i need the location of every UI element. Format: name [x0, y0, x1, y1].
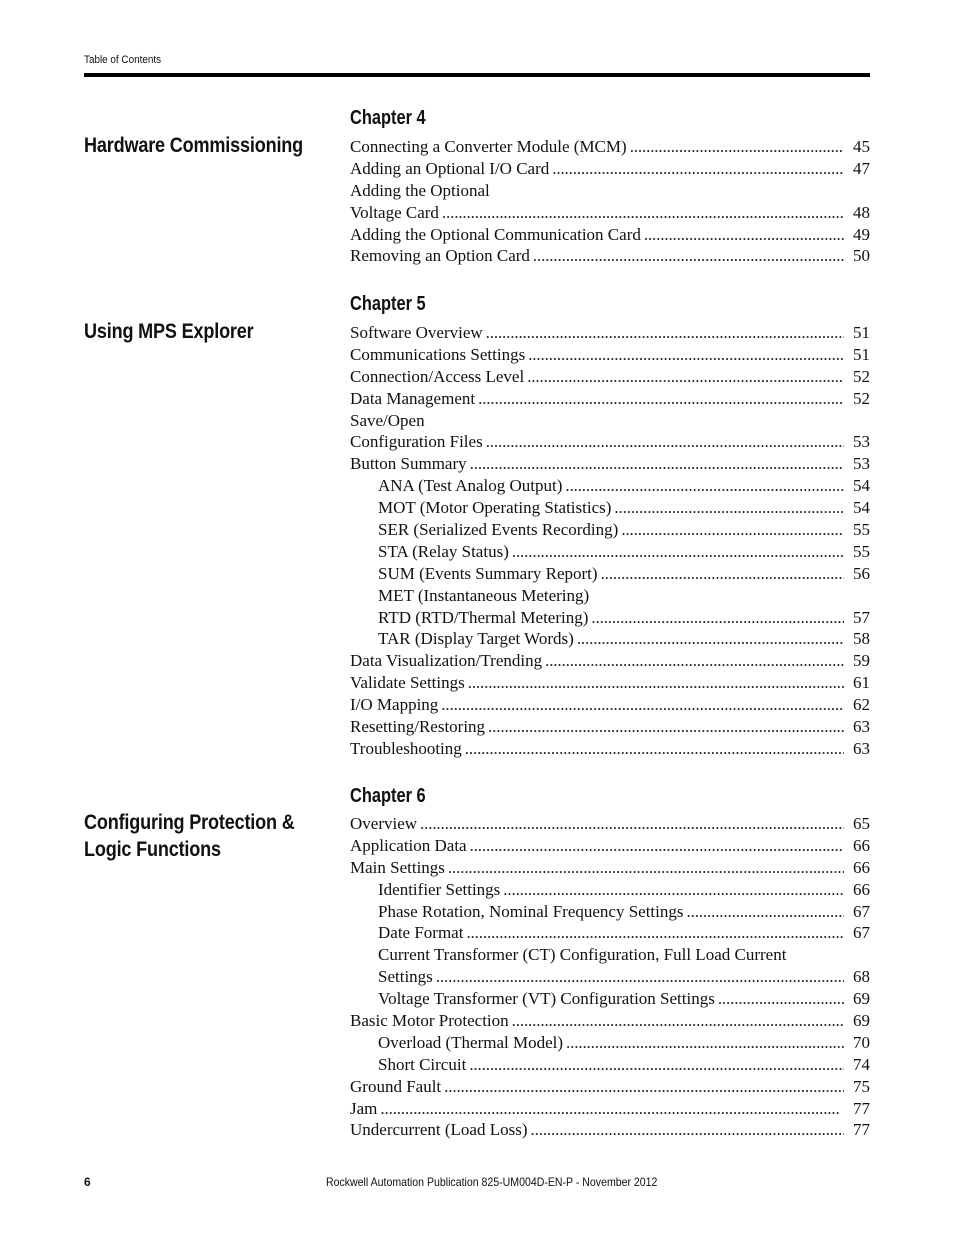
toc-entry[interactable]: [350, 585, 870, 607]
toc-entry-title: MOT (Motor Operating Statistics): [378, 498, 612, 518]
toc-entry-page: 57: [853, 607, 870, 627]
toc-entry-title: Validate Settings: [350, 673, 465, 693]
toc-entry-page: 61: [853, 673, 870, 693]
toc-entry-title: Data Management: [350, 388, 476, 408]
toc-entry-title: Basic Motor Protection: [350, 1011, 509, 1031]
toc-entry-page: 54: [853, 498, 870, 518]
toc-entry-page: 75: [853, 1076, 870, 1096]
chapter-5-toc: [350, 322, 870, 760]
toc-entry-title: Short Circuit: [378, 1054, 467, 1074]
toc-entry-title: Voltage Transformer (VT) Configuration Settings: [378, 989, 715, 1009]
toc-entry[interactable]: [350, 202, 870, 224]
toc-entry-title: Overview: [350, 814, 418, 833]
toc-entry[interactable]: [350, 1119, 870, 1141]
toc-entry-title: Application Data: [350, 835, 467, 855]
dot-leader: [439, 202, 844, 224]
running-header: Table of Contents: [84, 54, 162, 66]
chapter-6-label: Chapter 6: [350, 785, 426, 807]
dot-leader: [524, 366, 844, 388]
dot-leader: [641, 224, 844, 246]
dot-leader: [525, 344, 844, 366]
toc-entry[interactable]: [350, 541, 870, 563]
toc-entry[interactable]: [350, 813, 870, 835]
toc-entry-page: 48: [853, 202, 870, 222]
toc-entry-title: Data Visualization/Trending: [350, 651, 543, 671]
chapter-5-title: Using MPS Explorer: [84, 320, 254, 343]
toc-entry-title: TAR (Display Target Words): [378, 629, 574, 649]
dot-leader: [715, 988, 844, 1010]
toc-entry-title: Phase Rotation, Nominal Frequency Settings: [378, 901, 684, 921]
toc-entry-page: 77: [853, 1098, 870, 1118]
toc-entry[interactable]: [350, 388, 870, 410]
toc-entry-title: Connection/Access Level: [350, 366, 525, 386]
chapter-4-toc: [350, 136, 870, 267]
toc-entry-page: 50: [853, 246, 870, 266]
toc-entry[interactable]: [350, 224, 870, 246]
dot-leader: [627, 136, 844, 158]
dot-leader: [445, 857, 844, 879]
toc-entry-title: Current Transformer (CT) Configuration, Full Load Current: [378, 945, 787, 965]
toc-entry[interactable]: [350, 944, 870, 966]
header-rule: [84, 73, 870, 77]
chapter-6-title: Configuring Protection & Logic Functions: [84, 811, 295, 861]
toc-entry-title: Overload (Thermal Model): [378, 1032, 564, 1052]
toc-entry[interactable]: [350, 1076, 870, 1098]
toc-entry-title: Removing an Option Card: [350, 246, 530, 266]
dot-leader: [467, 453, 844, 475]
toc-entry[interactable]: [350, 136, 870, 158]
toc-entry-page: 52: [853, 388, 870, 408]
dot-leader: [483, 431, 844, 453]
dot-leader: [530, 245, 844, 267]
toc-entry-page: 66: [853, 835, 870, 855]
toc-entry-title: Adding the Optional Communication Card: [350, 224, 641, 244]
toc-entry-page: 52: [853, 366, 870, 386]
toc-entry[interactable]: [350, 475, 870, 497]
toc-entry-title: SER (Serialized Events Recording): [378, 520, 619, 540]
toc-entry-title: Configuration Files: [350, 432, 483, 452]
toc-entry-title: SUM (Events Summary Report): [378, 563, 598, 583]
toc-entry-page: 77: [853, 1120, 870, 1140]
toc-entry[interactable]: [350, 694, 870, 716]
dot-leader: [483, 322, 844, 344]
toc-entry-title: Communications Settings: [350, 344, 526, 364]
toc-entry-title: STA (Relay Status): [378, 541, 509, 561]
toc-entry-page: 63: [853, 738, 870, 758]
toc-entry[interactable]: [350, 431, 870, 453]
chapter-4-label: Chapter 4: [350, 107, 426, 129]
toc-entry[interactable]: [350, 344, 870, 366]
dot-leader: [611, 497, 844, 519]
toc-entry[interactable]: [350, 716, 870, 738]
toc-entry-page: 54: [853, 476, 870, 496]
dot-leader: [684, 901, 845, 923]
toc-entry[interactable]: [350, 966, 870, 988]
toc-entry-page: 70: [853, 1032, 870, 1052]
toc-entry-page: 69: [853, 1011, 870, 1031]
dot-leader: [574, 628, 844, 650]
toc-entry-page: 55: [853, 541, 870, 561]
toc-entry[interactable]: [350, 180, 870, 202]
toc-entry[interactable]: [350, 519, 870, 541]
dot-leader: [509, 1010, 844, 1032]
dot-leader: [417, 813, 844, 835]
dot-leader: [438, 694, 844, 716]
toc-entry-page: 66: [853, 857, 870, 877]
toc-entry[interactable]: [350, 922, 870, 944]
dot-leader: [549, 158, 844, 180]
toc-entry-page: 67: [853, 901, 870, 921]
toc-entry[interactable]: [350, 1098, 870, 1120]
toc-entry-title: Settings: [378, 967, 433, 987]
dot-leader: [500, 879, 844, 901]
toc-entry[interactable]: [350, 366, 870, 388]
toc-entry[interactable]: [350, 453, 870, 475]
toc-entry-title: Connecting a Converter Module (MCM): [350, 137, 627, 156]
toc-entry[interactable]: [350, 1032, 870, 1054]
toc-entry-page: 63: [853, 717, 870, 737]
toc-entry-title: Ground Fault: [350, 1076, 442, 1096]
toc-entry-page: 66: [853, 879, 870, 899]
toc-entry-title: MET (Instantaneous Metering): [378, 585, 590, 605]
toc-entry[interactable]: [350, 857, 870, 879]
toc-entry-title: Troubleshooting: [350, 738, 462, 758]
dot-leader: [562, 475, 844, 497]
toc-entry[interactable]: [350, 835, 870, 857]
dot-leader: [463, 922, 844, 944]
dot-leader: [475, 388, 844, 410]
toc-entry-page: 56: [853, 563, 870, 583]
toc-entry-title: ANA (Test Analog Output): [378, 476, 563, 496]
toc-entry-title: I/O Mapping: [350, 695, 439, 715]
toc-entry[interactable]: [350, 245, 870, 267]
dot-leader: [466, 1054, 844, 1076]
toc-entry-title: Main Settings: [350, 857, 445, 877]
dot-leader: [588, 607, 844, 629]
dot-leader: [542, 650, 844, 672]
toc-entry-title: Resetting/Restoring: [350, 717, 486, 737]
dot-leader: [377, 1098, 844, 1120]
toc-entry[interactable]: [350, 497, 870, 519]
toc-entry[interactable]: [350, 650, 870, 672]
toc-entry[interactable]: [350, 322, 870, 344]
toc-entry-title: Adding the Optional: [350, 180, 490, 200]
toc-entry[interactable]: [350, 901, 870, 923]
toc-entry-page: 51: [853, 344, 870, 364]
toc-entry-title: RTD (RTD/Thermal Metering): [378, 607, 589, 627]
toc-entry-page: 69: [853, 989, 870, 1009]
toc-entry-page: 59: [853, 651, 870, 671]
toc-entry[interactable]: [350, 628, 870, 650]
toc-entry-page: 45: [853, 137, 870, 156]
toc-entry-page: 67: [853, 923, 870, 943]
toc-entry[interactable]: [350, 563, 870, 585]
toc-entry-title: Identifier Settings: [378, 879, 501, 899]
dot-leader: [528, 1119, 845, 1141]
footer-publication: Rockwell Automation Publication 825-UM004D-EN-P - November 2012: [326, 1175, 658, 1189]
toc-entry-page: 58: [853, 629, 870, 649]
toc-entry-title: Voltage Card: [350, 202, 439, 222]
toc-entry-title: Button Summary: [350, 454, 467, 474]
toc-entry-title: Date Format: [378, 923, 464, 943]
toc-entry-page: 74: [853, 1054, 870, 1074]
toc-entry-page: 51: [853, 323, 870, 342]
toc-entry-page: 65: [853, 814, 870, 833]
footer-page-number: 6: [84, 1175, 91, 1189]
toc-entry[interactable]: [350, 672, 870, 694]
dot-leader: [598, 563, 844, 585]
dot-leader: [485, 716, 844, 738]
dot-leader: [509, 541, 844, 563]
toc-entry-page: 62: [853, 695, 870, 715]
dot-leader: [462, 738, 844, 760]
toc-entry[interactable]: [350, 988, 870, 1010]
toc-entry-page: 53: [853, 454, 870, 474]
dot-leader: [618, 519, 844, 541]
toc-entry[interactable]: [350, 158, 870, 180]
chapter-4-title: Hardware Commissioning: [84, 134, 304, 157]
dot-leader: [433, 966, 844, 988]
toc-entry-title: Software Overview: [350, 323, 483, 342]
dot-leader: [465, 672, 844, 694]
toc-entry[interactable]: [350, 1054, 870, 1076]
dot-leader: [563, 1032, 844, 1054]
toc-entry-page: 47: [853, 158, 870, 178]
toc-entry[interactable]: [350, 879, 870, 901]
dot-leader: [441, 1076, 844, 1098]
toc-entry[interactable]: [350, 738, 870, 760]
toc-entry[interactable]: [350, 1010, 870, 1032]
toc-entry-page: 49: [853, 224, 870, 244]
toc-entry-title: Save/Open: [350, 410, 425, 430]
toc-entry-title: Adding an Optional I/O Card: [350, 158, 550, 178]
toc-entry-page: 53: [853, 432, 870, 452]
toc-entry-title: Undercurrent (Load Loss): [350, 1120, 528, 1140]
toc-entry-page: 68: [853, 967, 870, 987]
toc-entry-title: Jam: [350, 1098, 378, 1118]
toc-entry[interactable]: [350, 410, 870, 432]
chapter-5-label: Chapter 5: [350, 293, 426, 315]
toc-entry[interactable]: [350, 607, 870, 629]
dot-leader: [467, 835, 844, 857]
toc-entry-page: 55: [853, 520, 870, 540]
chapter-6-toc: [350, 813, 870, 1141]
